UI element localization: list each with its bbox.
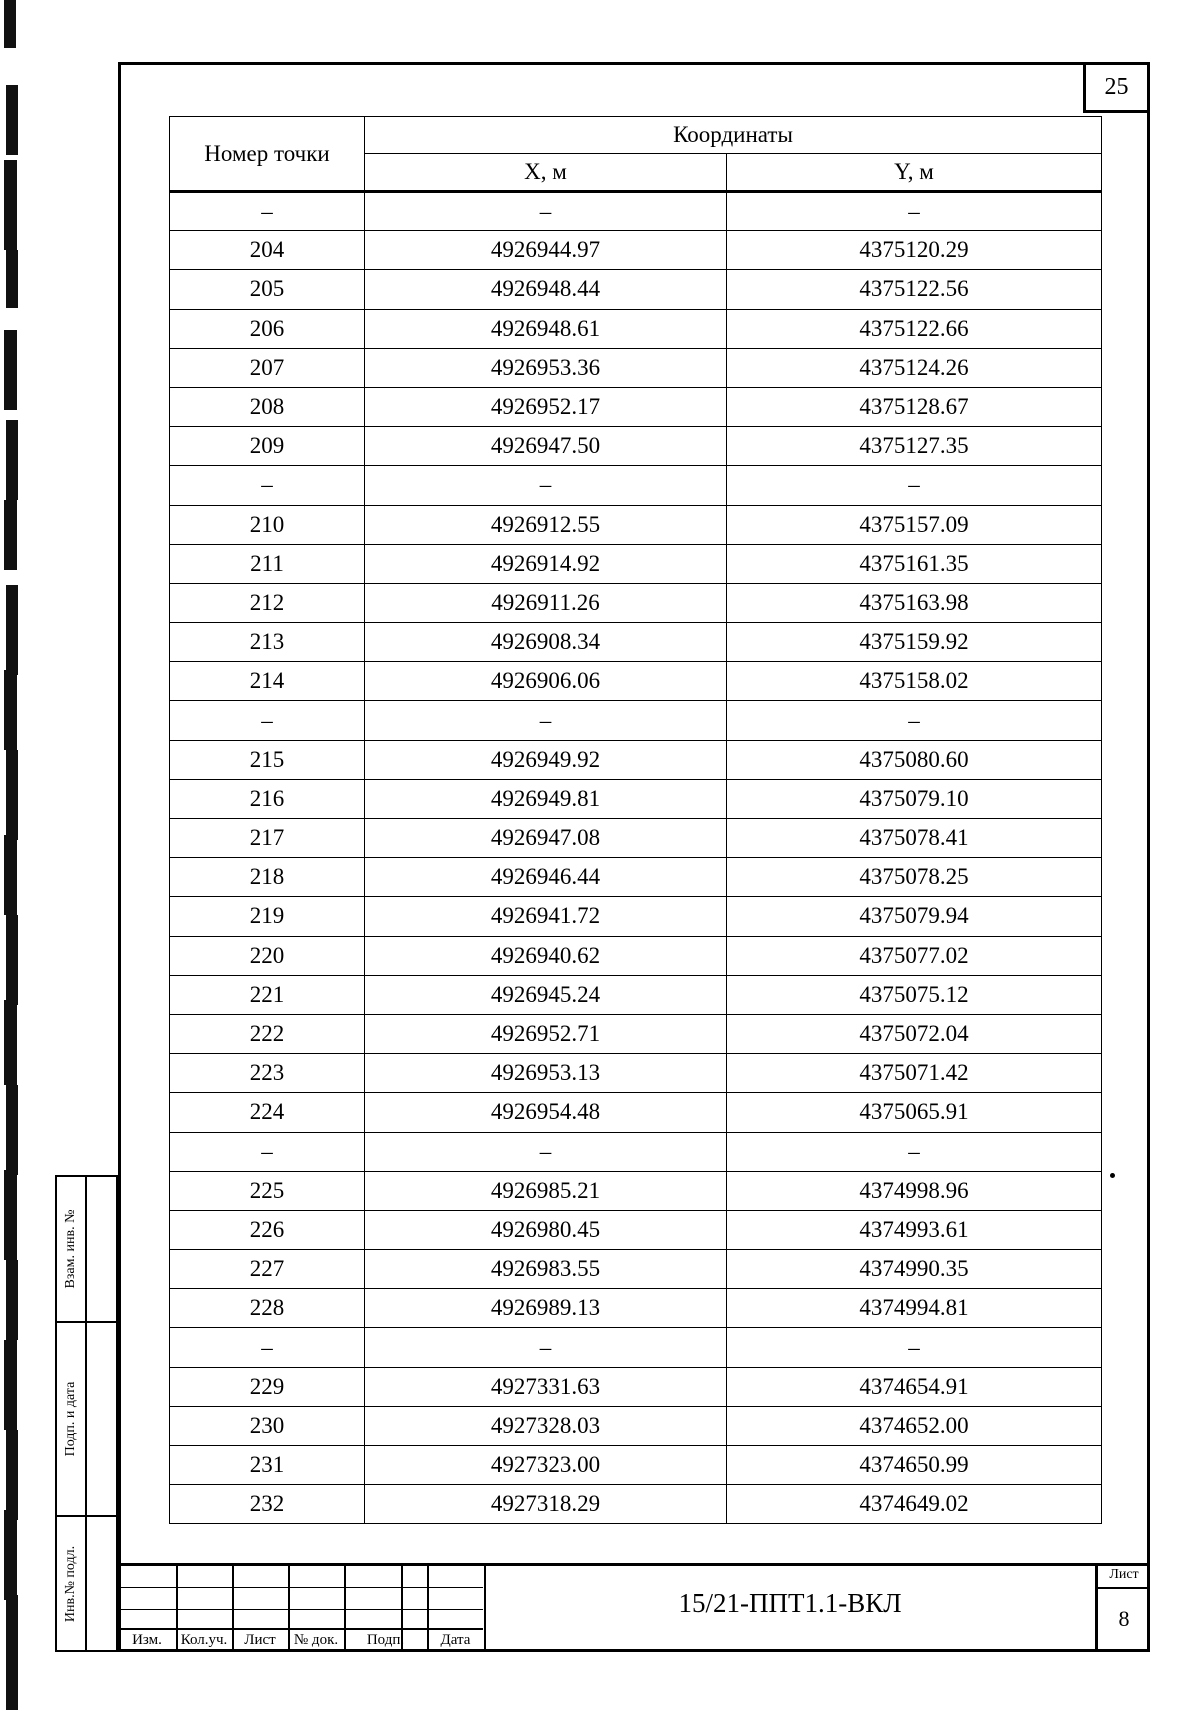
cell-y: 4374652.00 (727, 1406, 1102, 1445)
table-row (170, 1054, 1102, 1093)
table-row (170, 309, 1102, 348)
stray-dot (1110, 1173, 1115, 1178)
cell-y: – (727, 192, 1102, 231)
cell-y: 4375159.92 (727, 623, 1102, 662)
table-row (170, 897, 1102, 936)
cell-y: – (727, 701, 1102, 740)
cell-y: 4374650.99 (727, 1446, 1102, 1485)
sheet-box (1095, 1563, 1150, 1652)
cell-point-number: 216 (170, 779, 365, 818)
header-x: X, м (365, 154, 727, 192)
cell-point-number: 229 (170, 1367, 365, 1406)
table-row (170, 1406, 1102, 1445)
cell-point-number: 219 (170, 897, 365, 936)
cell-x: – (365, 466, 727, 505)
cell-y: 4375078.25 (727, 858, 1102, 897)
cell-x: 4926946.44 (365, 858, 727, 897)
cell-x: 4926949.81 (365, 779, 727, 818)
cell-point-number: 208 (170, 387, 365, 426)
stamp-podp: Подп. (366, 1632, 405, 1648)
coordinates-table (169, 116, 1102, 1524)
cell-y: – (727, 1328, 1102, 1367)
table-row (170, 819, 1102, 858)
cell-x: 4927323.00 (365, 1446, 727, 1485)
cell-point-number: 223 (170, 1054, 365, 1093)
cell-x: 4926952.17 (365, 387, 727, 426)
cell-point-number: – (170, 1328, 365, 1367)
table-row (170, 466, 1102, 505)
cell-y: 4375157.09 (727, 505, 1102, 544)
cell-x: 4926947.50 (365, 427, 727, 466)
cell-point-number: 215 (170, 740, 365, 779)
cell-x: 4926945.24 (365, 975, 727, 1014)
cell-x: 4926985.21 (365, 1171, 727, 1210)
cell-point-number: 221 (170, 975, 365, 1014)
binding-marks (0, 0, 30, 1710)
table-row (170, 936, 1102, 975)
stamp-ndok: № док. (293, 1632, 339, 1648)
cell-point-number: 228 (170, 1289, 365, 1328)
table-row (170, 1250, 1102, 1289)
cell-point-number: – (170, 701, 365, 740)
table-row (170, 1328, 1102, 1367)
table-row (170, 1367, 1102, 1406)
cell-x: 4926983.55 (365, 1250, 727, 1289)
table-row (170, 1485, 1102, 1524)
cell-y: 4375158.02 (727, 662, 1102, 701)
table-row (170, 1210, 1102, 1249)
table-row (170, 740, 1102, 779)
header-y: Y, м (727, 154, 1102, 192)
cell-x: 4926952.71 (365, 1014, 727, 1053)
cell-y: 4375065.91 (727, 1093, 1102, 1132)
cell-y: 4375077.02 (727, 936, 1102, 975)
cell-point-number: 230 (170, 1406, 365, 1445)
cell-point-number: 206 (170, 309, 365, 348)
sheet-number: 8 (1118, 1606, 1130, 1631)
cell-x: 4926954.48 (365, 1093, 727, 1132)
stamp-kol: Кол.уч. (180, 1632, 228, 1648)
table-row (170, 505, 1102, 544)
cell-point-number: 213 (170, 623, 365, 662)
cell-y: – (727, 466, 1102, 505)
cell-y: 4374994.81 (727, 1289, 1102, 1328)
side-label-inv: Инв.№ подл. (63, 1545, 78, 1622)
cell-point-number: 217 (170, 819, 365, 858)
cell-y: 4375122.56 (727, 270, 1102, 309)
cell-y: 4375079.94 (727, 897, 1102, 936)
cell-x: – (365, 1328, 727, 1367)
cell-point-number: 207 (170, 348, 365, 387)
cell-point-number: 209 (170, 427, 365, 466)
table-row (170, 583, 1102, 622)
table-row (170, 1014, 1102, 1053)
table-row (170, 1132, 1102, 1171)
stamp-data: Дата (440, 1632, 471, 1648)
table-row (170, 231, 1102, 270)
table-row (170, 858, 1102, 897)
cell-y: 4374649.02 (727, 1485, 1102, 1524)
cell-point-number: 224 (170, 1093, 365, 1132)
cell-y: – (727, 1132, 1102, 1171)
cell-x: 4926940.62 (365, 936, 727, 975)
cell-x: 4926948.44 (365, 270, 727, 309)
cell-x: 4927318.29 (365, 1485, 727, 1524)
cell-y: 4375128.67 (727, 387, 1102, 426)
side-field-vzam (55, 1175, 118, 1323)
table-row (170, 1093, 1102, 1132)
table-row (170, 270, 1102, 309)
cell-x: – (365, 192, 727, 231)
cell-x: 4926941.72 (365, 897, 727, 936)
cell-point-number: 232 (170, 1485, 365, 1524)
header-coordinates: Координаты (365, 117, 1102, 154)
cell-y: 4374654.91 (727, 1367, 1102, 1406)
cell-y: 4375072.04 (727, 1014, 1102, 1053)
cell-point-number: 212 (170, 583, 365, 622)
table-row (170, 662, 1102, 701)
cell-y: 4375127.35 (727, 427, 1102, 466)
side-field-podp (55, 1323, 118, 1517)
cell-y: 4375080.60 (727, 740, 1102, 779)
cell-x: 4926947.08 (365, 819, 727, 858)
cell-point-number: 225 (170, 1171, 365, 1210)
cell-y: 4375075.12 (727, 975, 1102, 1014)
table-row (170, 387, 1102, 426)
stamp-izm: Изм. (132, 1632, 162, 1648)
cell-y: 4375079.10 (727, 779, 1102, 818)
cell-x: 4926908.34 (365, 623, 727, 662)
cell-point-number: – (170, 192, 365, 231)
cell-x: 4926980.45 (365, 1210, 727, 1249)
cell-y: 4375120.29 (727, 231, 1102, 270)
cell-point-number: 204 (170, 231, 365, 270)
side-field-inv (55, 1517, 118, 1652)
cell-point-number: 227 (170, 1250, 365, 1289)
cell-y: 4375078.41 (727, 819, 1102, 858)
cell-x: 4926989.13 (365, 1289, 727, 1328)
cell-x: – (365, 701, 727, 740)
cell-y: 4375163.98 (727, 583, 1102, 622)
table-row (170, 1446, 1102, 1485)
table-row (170, 427, 1102, 466)
cell-x: – (365, 1132, 727, 1171)
table-row (170, 192, 1102, 231)
cell-point-number: – (170, 466, 365, 505)
table-row (170, 623, 1102, 662)
cell-point-number: 214 (170, 662, 365, 701)
cell-x: 4926906.06 (365, 662, 727, 701)
cell-y: 4374998.96 (727, 1171, 1102, 1210)
table-row (170, 1289, 1102, 1328)
cell-y: 4375122.66 (727, 309, 1102, 348)
cell-y: 4375071.42 (727, 1054, 1102, 1093)
table-row (170, 779, 1102, 818)
table-row (170, 348, 1102, 387)
cell-point-number: – (170, 1132, 365, 1171)
cell-point-number: 220 (170, 936, 365, 975)
cell-point-number: 211 (170, 544, 365, 583)
stamp-list: Лист (244, 1632, 276, 1648)
cell-x: 4926944.97 (365, 231, 727, 270)
cell-x: 4926949.92 (365, 740, 727, 779)
cell-point-number: 218 (170, 858, 365, 897)
cell-x: 4926953.13 (365, 1054, 727, 1093)
cell-x: 4926914.92 (365, 544, 727, 583)
table-row (170, 701, 1102, 740)
cell-x: 4927328.03 (365, 1406, 727, 1445)
cell-point-number: 226 (170, 1210, 365, 1249)
header-point-number: Номер точки (170, 117, 365, 192)
document-code: 15/21-ППТ1.1-ВКЛ (678, 1588, 902, 1618)
sheet-label: Лист (1098, 1563, 1150, 1589)
cell-y: 4375124.26 (727, 348, 1102, 387)
cell-y: 4374993.61 (727, 1210, 1102, 1249)
cell-x: 4927331.63 (365, 1367, 727, 1406)
cell-x: 4926948.61 (365, 309, 727, 348)
table-row (170, 544, 1102, 583)
cell-point-number: 222 (170, 1014, 365, 1053)
cell-point-number: 231 (170, 1446, 365, 1485)
cell-x: 4926912.55 (365, 505, 727, 544)
side-label-podp: Подп. и дата (63, 1381, 78, 1457)
cell-x: 4926911.26 (365, 583, 727, 622)
cell-x: 4926953.36 (365, 348, 727, 387)
cell-point-number: 210 (170, 505, 365, 544)
cell-y: 4375161.35 (727, 544, 1102, 583)
cell-point-number: 205 (170, 270, 365, 309)
table-body (170, 192, 1102, 1524)
side-label-vzam: Взам. инв. № (63, 1209, 78, 1289)
cell-y: 4374990.35 (727, 1250, 1102, 1289)
page-number-top: 25 (1083, 62, 1150, 113)
table-row (170, 975, 1102, 1014)
table-row (170, 1171, 1102, 1210)
